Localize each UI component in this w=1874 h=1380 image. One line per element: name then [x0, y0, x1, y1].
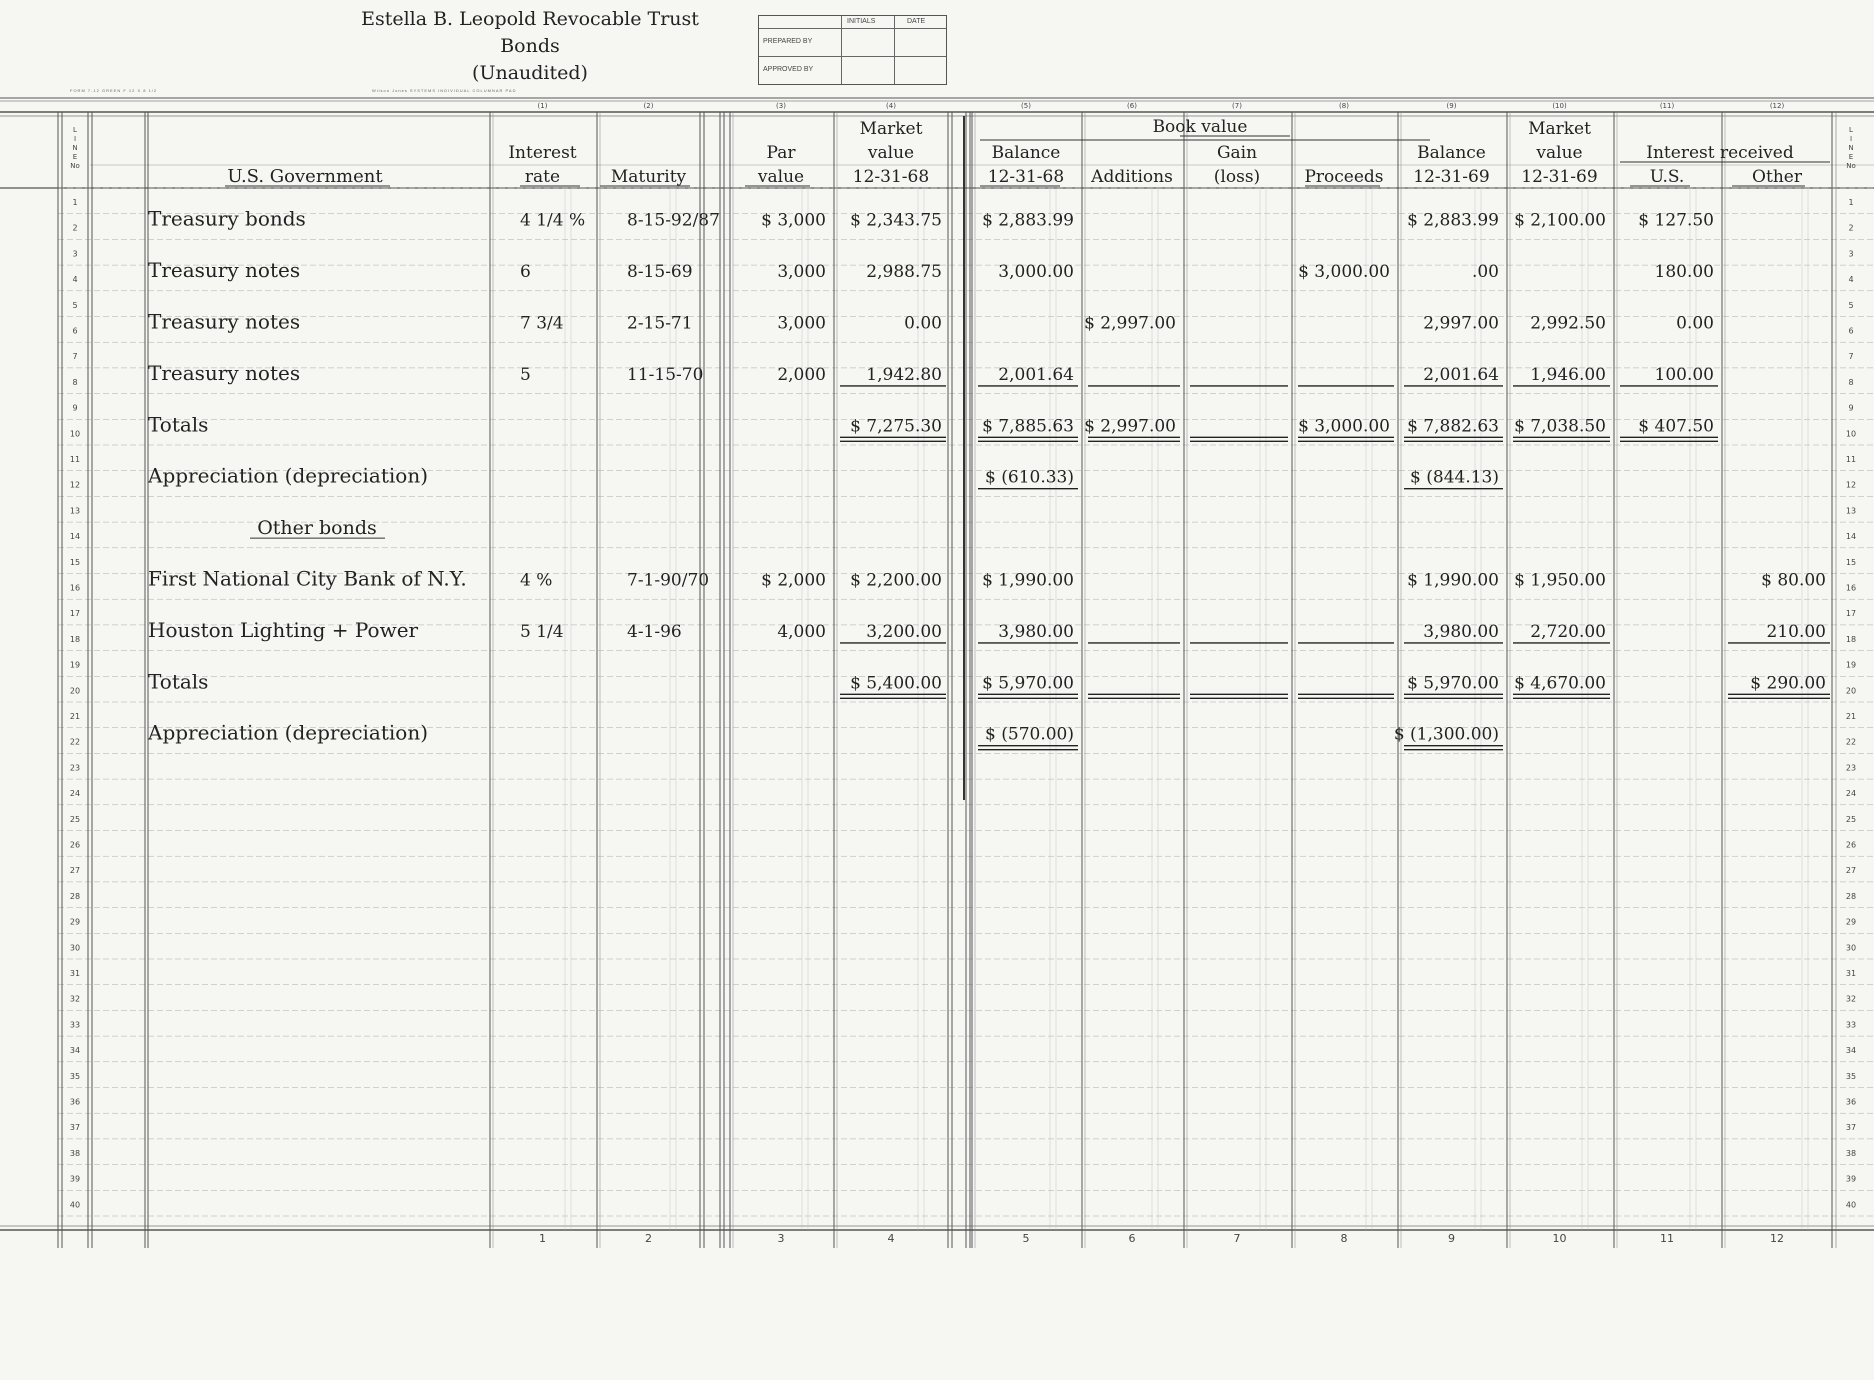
- line-number-left: 7: [72, 352, 78, 362]
- cell-bal68: $ (610.33): [985, 467, 1074, 488]
- line-number-left: 18: [69, 634, 81, 644]
- date-label: DATE: [907, 18, 926, 25]
- row-description: Treasury bonds: [148, 206, 306, 231]
- line-number-left: 34: [69, 1046, 81, 1056]
- cell-mv68: $ 7,275.30: [850, 416, 942, 437]
- line-number-left: 2: [72, 223, 78, 233]
- line-number-right: 25: [1845, 814, 1857, 824]
- cell-maturity: 7-1-90/70: [627, 570, 710, 591]
- line-number-left: 8: [72, 377, 78, 387]
- cell-int_us: 0.00: [1676, 313, 1714, 334]
- header-interest-us: U.S.: [1649, 167, 1685, 187]
- column-number-bottom: 3: [777, 1232, 785, 1245]
- line-number-left: 10: [69, 429, 81, 439]
- cell-bal68: 2,001.64: [998, 364, 1074, 385]
- line-number-right: 9: [1848, 403, 1854, 413]
- line-number-left: 16: [69, 583, 81, 593]
- line-number-left: 30: [69, 943, 81, 953]
- line-number-right: 17: [1845, 609, 1857, 619]
- line-number-right: 16: [1845, 583, 1857, 593]
- line-number-right: 20: [1845, 686, 1857, 696]
- column-number-bottom: 7: [1233, 1232, 1241, 1245]
- header-maturity: Maturity: [610, 167, 687, 187]
- column-number-bottom: 4: [887, 1232, 895, 1245]
- column-number-bottom: 9: [1448, 1232, 1455, 1245]
- cell-mv69: $ 2,100.00: [1514, 210, 1606, 231]
- line-number-left: 25: [69, 814, 81, 824]
- row-description: Treasury notes: [148, 258, 301, 283]
- line-label-left: E: [72, 153, 78, 161]
- cell-proceeds: $ 3,000.00: [1298, 416, 1390, 437]
- cell-par: $ 3,000: [761, 210, 826, 231]
- line-number-right: 40: [1845, 1200, 1857, 1210]
- column-number-top: (6): [1127, 102, 1137, 110]
- approved-by-label: APPROVED BY: [763, 66, 814, 73]
- column-number-top: (12): [1769, 102, 1785, 110]
- cell-bal69: .00: [1471, 262, 1499, 283]
- line-number-left: 22: [69, 737, 81, 747]
- line-number-right: 32: [1845, 994, 1857, 1004]
- column-number-bottom: 6: [1128, 1232, 1136, 1245]
- cell-bal69: $ 2,883.99: [1407, 210, 1499, 231]
- line-number-left: 19: [69, 660, 81, 670]
- cell-rate: 6: [520, 262, 531, 283]
- line-number-left: 3: [72, 249, 78, 259]
- cell-mv69: $ 1,950.00: [1514, 570, 1606, 591]
- cell-bal69: $ 5,970.00: [1407, 673, 1499, 694]
- cell-bal69: $ 1,990.00: [1407, 570, 1499, 591]
- cell-maturity: 11-15-70: [627, 364, 704, 385]
- cell-mv68: $ 2,200.00: [850, 570, 942, 591]
- cell-int_us: 180.00: [1654, 262, 1714, 283]
- line-number-right: 8: [1848, 377, 1854, 387]
- column-number-bottom: 2: [645, 1232, 652, 1245]
- line-number-left: 9: [72, 403, 78, 413]
- cell-bal68: $ 2,883.99: [982, 210, 1074, 231]
- cell-bal69: $ (1,300.00): [1393, 724, 1499, 745]
- line-number-right: 33: [1845, 1020, 1857, 1030]
- line-number-right: 19: [1845, 660, 1857, 670]
- column-number-top: (1): [537, 102, 548, 110]
- cell-int_us: 100.00: [1654, 364, 1714, 385]
- header-par-value: value: [757, 167, 805, 187]
- line-number-right: 5: [1848, 300, 1854, 310]
- header-market-value-68: value: [867, 143, 915, 163]
- header-par-value: Par: [766, 143, 796, 163]
- column-number-top: (3): [776, 102, 786, 110]
- cell-mv68: 0.00: [904, 313, 942, 334]
- row-description: Treasury notes: [148, 309, 301, 334]
- line-number-left: 40: [69, 1200, 81, 1210]
- line-number-left: 13: [69, 506, 81, 516]
- title-line-1: Estella B. Leopold Revocable Trust: [361, 8, 699, 30]
- line-number-left: 33: [69, 1020, 81, 1030]
- header-balance-68: 12-31-68: [987, 167, 1065, 187]
- line-label-right: E: [1848, 153, 1854, 161]
- header-balance-68: Balance: [991, 143, 1061, 163]
- line-number-right: 4: [1848, 275, 1854, 285]
- cell-mv69: $ 4,670.00: [1514, 673, 1606, 694]
- line-number-left: 15: [69, 557, 81, 567]
- cell-bal69: 2,001.64: [1423, 364, 1499, 385]
- line-number-right: 23: [1845, 763, 1857, 773]
- line-number-right: 28: [1845, 891, 1857, 901]
- line-number-right: 39: [1845, 1174, 1857, 1184]
- line-number-right: 27: [1845, 866, 1857, 876]
- line-number-left: 31: [69, 969, 81, 978]
- line-label-right: No: [1846, 162, 1856, 170]
- row-description: Houston Lighting + Power: [148, 617, 419, 642]
- initials-label: INITIALS: [847, 18, 876, 25]
- line-number-left: 23: [69, 763, 81, 773]
- row-description: Treasury notes: [148, 360, 301, 385]
- line-number-left: 35: [69, 1071, 81, 1081]
- cell-mv69: $ 7,038.50: [1514, 416, 1606, 437]
- line-label-right: N: [1848, 144, 1854, 152]
- cell-bal68: $ (570.00): [985, 724, 1074, 745]
- line-label-left: I: [73, 135, 77, 143]
- line-label-right: L: [1849, 126, 1853, 134]
- line-number-right: 13: [1845, 506, 1857, 516]
- cell-par: 3,000: [777, 262, 826, 283]
- column-number-top: (4): [886, 102, 896, 110]
- line-number-right: 3: [1848, 249, 1854, 259]
- section-heading-other-bonds: Other bonds: [257, 517, 377, 540]
- header-proceeds: Proceeds: [1304, 167, 1384, 187]
- line-number-right: 15: [1845, 557, 1857, 567]
- line-number-right: 2: [1848, 223, 1854, 233]
- line-number-left: 24: [69, 789, 81, 799]
- column-number-top: (5): [1021, 102, 1031, 110]
- line-number-right: 12: [1845, 480, 1857, 490]
- column-number-top: (8): [1339, 102, 1349, 110]
- cell-rate: 4 %: [520, 570, 553, 591]
- line-number-right: 37: [1845, 1123, 1857, 1133]
- cell-mv69: 1,946.00: [1530, 364, 1606, 385]
- cell-mv68: $ 2,343.75: [850, 210, 942, 231]
- line-number-left: 4: [72, 275, 78, 285]
- cell-rate: 7 3/4: [520, 313, 564, 334]
- ledger-cells: [147, 207, 1826, 745]
- cell-par: $ 2,000: [761, 570, 826, 591]
- header-gain-loss: Gain: [1216, 143, 1258, 163]
- column-number-bottom: 11: [1660, 1232, 1674, 1245]
- description-header: U.S. Government: [227, 166, 383, 187]
- cell-mv68: $ 5,400.00: [850, 673, 942, 694]
- line-number-left: 12: [69, 480, 81, 490]
- line-number-right: 10: [1845, 429, 1857, 439]
- line-number-right: 31: [1845, 969, 1857, 978]
- row-description: Totals: [148, 412, 209, 437]
- cell-bal68: $ 7,885.63: [982, 416, 1074, 437]
- cell-mv68: 1,942.80: [866, 364, 942, 385]
- cell-additions: $ 2,997.00: [1084, 416, 1176, 437]
- row-description: Totals: [148, 669, 209, 694]
- line-number-right: 35: [1845, 1071, 1857, 1081]
- cell-mv68: 2,988.75: [866, 262, 942, 283]
- cell-mv69: 2,720.00: [1530, 621, 1606, 642]
- row-description: Appreciation (depreciation): [148, 720, 428, 745]
- header-market-value-69: Market: [1528, 119, 1591, 139]
- title-line-3: (Unaudited): [472, 62, 588, 84]
- line-number-right: 34: [1845, 1046, 1857, 1056]
- line-number-right: 18: [1845, 634, 1857, 644]
- line-label-left: No: [70, 162, 80, 170]
- cell-maturity: 4-1-96: [627, 621, 682, 642]
- line-number-right: 24: [1845, 789, 1857, 799]
- line-number-left: 26: [69, 840, 81, 850]
- header-market-value-68: 12-31-68: [852, 167, 930, 187]
- cell-bal68: $ 5,970.00: [982, 673, 1074, 694]
- cell-mv69: 2,992.50: [1530, 313, 1606, 334]
- line-number-left: 14: [69, 532, 81, 542]
- cell-bal68: 3,980.00: [998, 621, 1074, 642]
- cell-additions: $ 2,997.00: [1084, 313, 1176, 334]
- column-number-top: (11): [1659, 102, 1675, 110]
- title-line-2: Bonds: [500, 35, 560, 57]
- header-additions: Additions: [1091, 167, 1173, 187]
- line-label-right: I: [1849, 135, 1853, 143]
- line-number-left: 21: [69, 712, 81, 721]
- column-number-bottom: 1: [539, 1232, 546, 1245]
- line-number-left: 20: [69, 686, 81, 696]
- line-label-left: N: [72, 144, 78, 152]
- header-interest-rate: Interest: [508, 143, 577, 163]
- line-number-right: 11: [1845, 455, 1857, 464]
- cell-bal68: 3,000.00: [998, 262, 1074, 283]
- column-number-bottom: 10: [1552, 1232, 1567, 1245]
- cell-int_other: $ 290.00: [1750, 673, 1826, 694]
- cell-int_other: $ 80.00: [1761, 570, 1826, 591]
- line-number-left: 11: [69, 455, 81, 464]
- column-number-top: (7): [1232, 102, 1242, 110]
- line-label-left: L: [73, 126, 77, 134]
- row-description: First National City Bank of N.Y.: [148, 566, 467, 591]
- line-number-left: 38: [69, 1148, 81, 1158]
- header-interest-received: Interest received: [1646, 143, 1794, 163]
- header-market-value-69: value: [1536, 143, 1583, 163]
- line-number-right: 6: [1848, 326, 1854, 336]
- header-gain-loss: (loss): [1213, 167, 1261, 187]
- column-number-bottom: 5: [1022, 1232, 1030, 1245]
- cell-par: 4,000: [777, 621, 826, 642]
- form-footer-left: FORM 7-12 GREEN F 12 X 8 1/2: [70, 88, 158, 93]
- cell-rate: 5: [520, 364, 531, 385]
- cell-maturity: 8-15-69: [627, 262, 693, 283]
- column-number-bottom: 12: [1770, 1232, 1784, 1245]
- header-balance-69: Balance: [1417, 143, 1486, 163]
- column-number-top: (9): [1446, 102, 1457, 110]
- cell-bal69: $ 7,882.63: [1407, 416, 1499, 437]
- line-number-right: 29: [1845, 917, 1857, 927]
- cell-par: 3,000: [777, 313, 826, 334]
- column-number-top: (2): [643, 102, 654, 110]
- column-number-top: (10): [1552, 102, 1567, 110]
- line-number-right: 30: [1845, 943, 1857, 953]
- prepared-by-label: PREPARED BY: [763, 38, 813, 45]
- line-number-left: 39: [69, 1174, 81, 1184]
- header-market-value-69: 12-31-69: [1521, 167, 1598, 187]
- cell-proceeds: $ 3,000.00: [1298, 262, 1390, 283]
- cell-par: 2,000: [777, 364, 826, 385]
- line-number-right: 38: [1845, 1148, 1857, 1158]
- line-number-left: 36: [69, 1097, 81, 1107]
- line-number-left: 28: [69, 891, 81, 901]
- line-number-right: 1: [1848, 198, 1854, 207]
- cell-bal69: 2,997.00: [1423, 313, 1499, 334]
- line-number-right: 22: [1845, 737, 1857, 747]
- cell-int_us: $ 127.50: [1638, 210, 1714, 231]
- cell-bal68: $ 1,990.00: [982, 570, 1074, 591]
- line-number-right: 14: [1845, 532, 1857, 542]
- line-number-left: 17: [69, 609, 81, 619]
- line-number-left: 27: [69, 866, 81, 876]
- cell-maturity: 2-15-71: [627, 313, 693, 334]
- cell-rate: 5 1/4: [520, 621, 564, 642]
- cell-bal69: 3,980.00: [1423, 621, 1499, 642]
- line-number-left: 1: [72, 198, 78, 207]
- cell-int_us: $ 407.50: [1638, 416, 1714, 437]
- line-number-right: 36: [1845, 1097, 1857, 1107]
- cell-mv68: 3,200.00: [866, 621, 942, 642]
- line-number-left: 37: [69, 1123, 81, 1133]
- line-number-right: 26: [1845, 840, 1857, 850]
- cell-bal69: $ (844.13): [1410, 467, 1499, 488]
- cell-rate: 4 1/4 %: [520, 210, 586, 231]
- header-interest-other: Other: [1752, 167, 1802, 187]
- column-number-bottom: 8: [1340, 1232, 1348, 1245]
- line-number-left: 32: [69, 994, 81, 1004]
- line-number-right: 7: [1848, 352, 1854, 362]
- line-number-left: 5: [72, 300, 78, 310]
- header-market-value-68: Market: [859, 119, 923, 139]
- line-number-right: 21: [1845, 712, 1857, 721]
- line-number-left: 29: [69, 917, 81, 927]
- cell-int_other: 210.00: [1766, 621, 1826, 642]
- header-interest-rate: rate: [524, 167, 561, 187]
- form-footer-right: Wilson Jones SYSTEMS INDIVIDUAL COLUMNAR PAD: [372, 88, 517, 93]
- row-description: Appreciation (depreciation): [148, 463, 428, 488]
- cell-maturity: 8-15-92/87: [627, 210, 720, 231]
- header-balance-69: 12-31-69: [1413, 167, 1490, 187]
- line-number-left: 6: [72, 326, 78, 336]
- header-book-value: Book value: [1152, 117, 1248, 137]
